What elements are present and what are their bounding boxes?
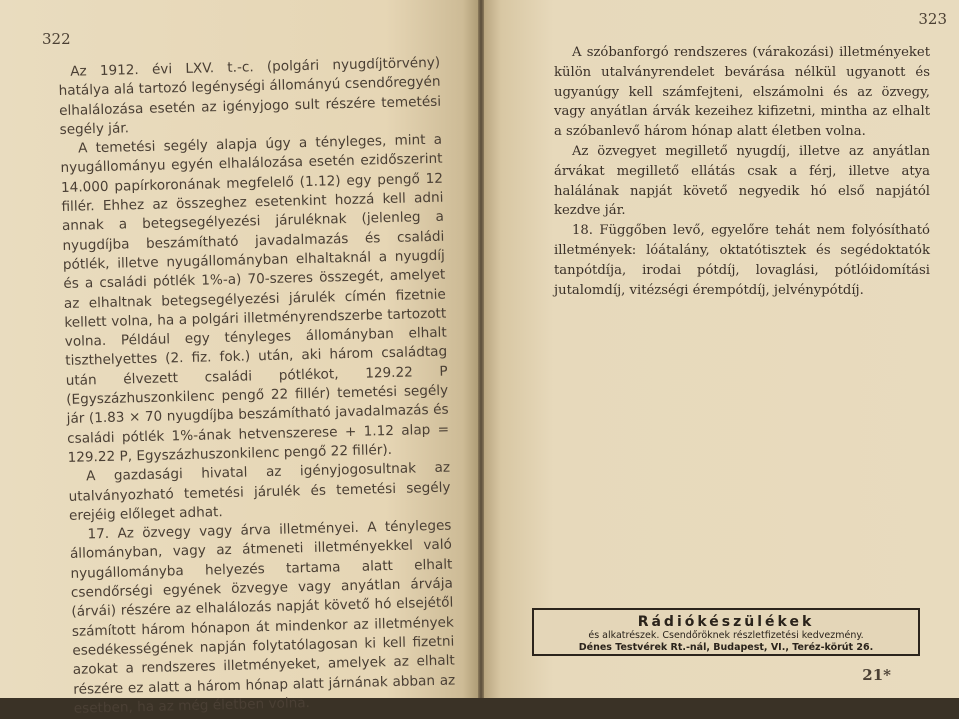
book-spine-crease <box>478 0 484 698</box>
left-paragraph-4: 17. Az özvegy vagy árva illetményei. A tényleges állományban, vagy az átmeneti illetményekkel való nyugállományba helyezés tartama alatt elhalt csendőrségi egyének özvegye vagy anyátlan árvája (árvái) részére az elhalálozás napját követő hó elsejétől számított három hónapon át mindenkor az illetmények esedékességének napján folytatólagosan ki kell fizetni azokat a rendszeres illetményeket, amelyek az elhalt részére ez alatt a három hónap alatt járnának abban az esetben, ha az még életben volna. <box>69 517 456 717</box>
right-page-number: 323 <box>918 10 947 28</box>
ad-headline: Rádiókészülékek <box>637 614 815 630</box>
right-paragraph-1: A szóbanforgó rendszeres (várakozási) illetményeket külön utalványrendelet bevárása nélkül ugyanott és ugyanúgy kell számfejteni, elszámolni és az özvegy, vagy anyátlan árvák kezeihez kifizetni, mintha az elhalt a szóbanlevő három hónap alatt életben volna. <box>554 45 930 140</box>
right-paragraph-2: Az özvegyet megillető nyugdíj, illetve az anyátlan árvákat megillető ellátás csak a férj, illetve atya halálának napját követő negyedik hó első napjától kezdve jár. <box>554 143 930 219</box>
left-page-body <box>58 54 456 719</box>
right-page <box>482 0 959 698</box>
ad-line-2 <box>534 642 918 654</box>
ad-line-2-text: Dénes Testvérek Rt.-nál, Budapest, VI., Teréz-körút 26. <box>578 642 874 653</box>
right-paragraph-3: 18. Függőben levő, egyelőre tehát nem folyósítható illetmények: lóátalány, oktatótisztek és segédoktatók tanpótdíja, irodai pótdíj, lovaglási, pótlóidomítási jutalomdíj, vitézségi érempótdíj, jelvénypótdíj. <box>554 223 930 298</box>
right-page-body <box>554 43 930 300</box>
signature-mark: 21* <box>862 666 891 684</box>
left-page-number: 322 <box>42 30 71 48</box>
left-paragraph-2: A temetési segély alapja úgy a tényleges, mint a nyugállományu egyén elhalálozása esetén ezidőszerint 14.000 papírkoronának megfelelő (1.12) egy pengő 12 fillér. Ehhez az összeghez esetenkint hozzá kell adni annak a betegsegélyezési járuléknak (jelenleg a nyugdíjba beszámítható javadalmazás és családi pótlék, illetve nyugállományban elhaltaknál a nyugdíj és a családi pótlék 1%-a) 70-szeres összegét, amelyet az elhaltnak betegsegélyezési járulék címén fizetnie kellett volna, ha a polgári illetményrendszerbe tartozott volna. Például egy tényleges állományban elhalt tiszthelyettes (2. fiz. fok.) után, aki három családtag után élvezett családi pótlékot, 129.22 P (Egyszázhuszonkilenc pengő 22 fillér) temetési segély jár (1.83 × 70 nyugdíjba beszámítható javadalmazás és családi pótlék 1%-ának hetvenszerese + 1.12 alap = 129.22 P, Egyszázhuszonkilenc pengő 22 fillér). <box>60 131 450 466</box>
ad-line-1: és alkatrészek. Csendőröknek részletfizetési kedvezmény. <box>588 630 864 641</box>
advertisement-box <box>532 608 920 656</box>
left-paragraph-1: Az 1912. évi LXV. t.-c. (polgári nyugdíjtörvény) hatálya alá tartozó legénységi állományú csendőregyén elhalálozása esetén az igényjogo sult részére temetési segély jár. <box>58 54 442 138</box>
left-paragraph-3: A gazdasági hivatal az igényjogosultnak az utalványozható temetési járulék és temetési segély erejéig előleget adhat. <box>68 459 451 524</box>
